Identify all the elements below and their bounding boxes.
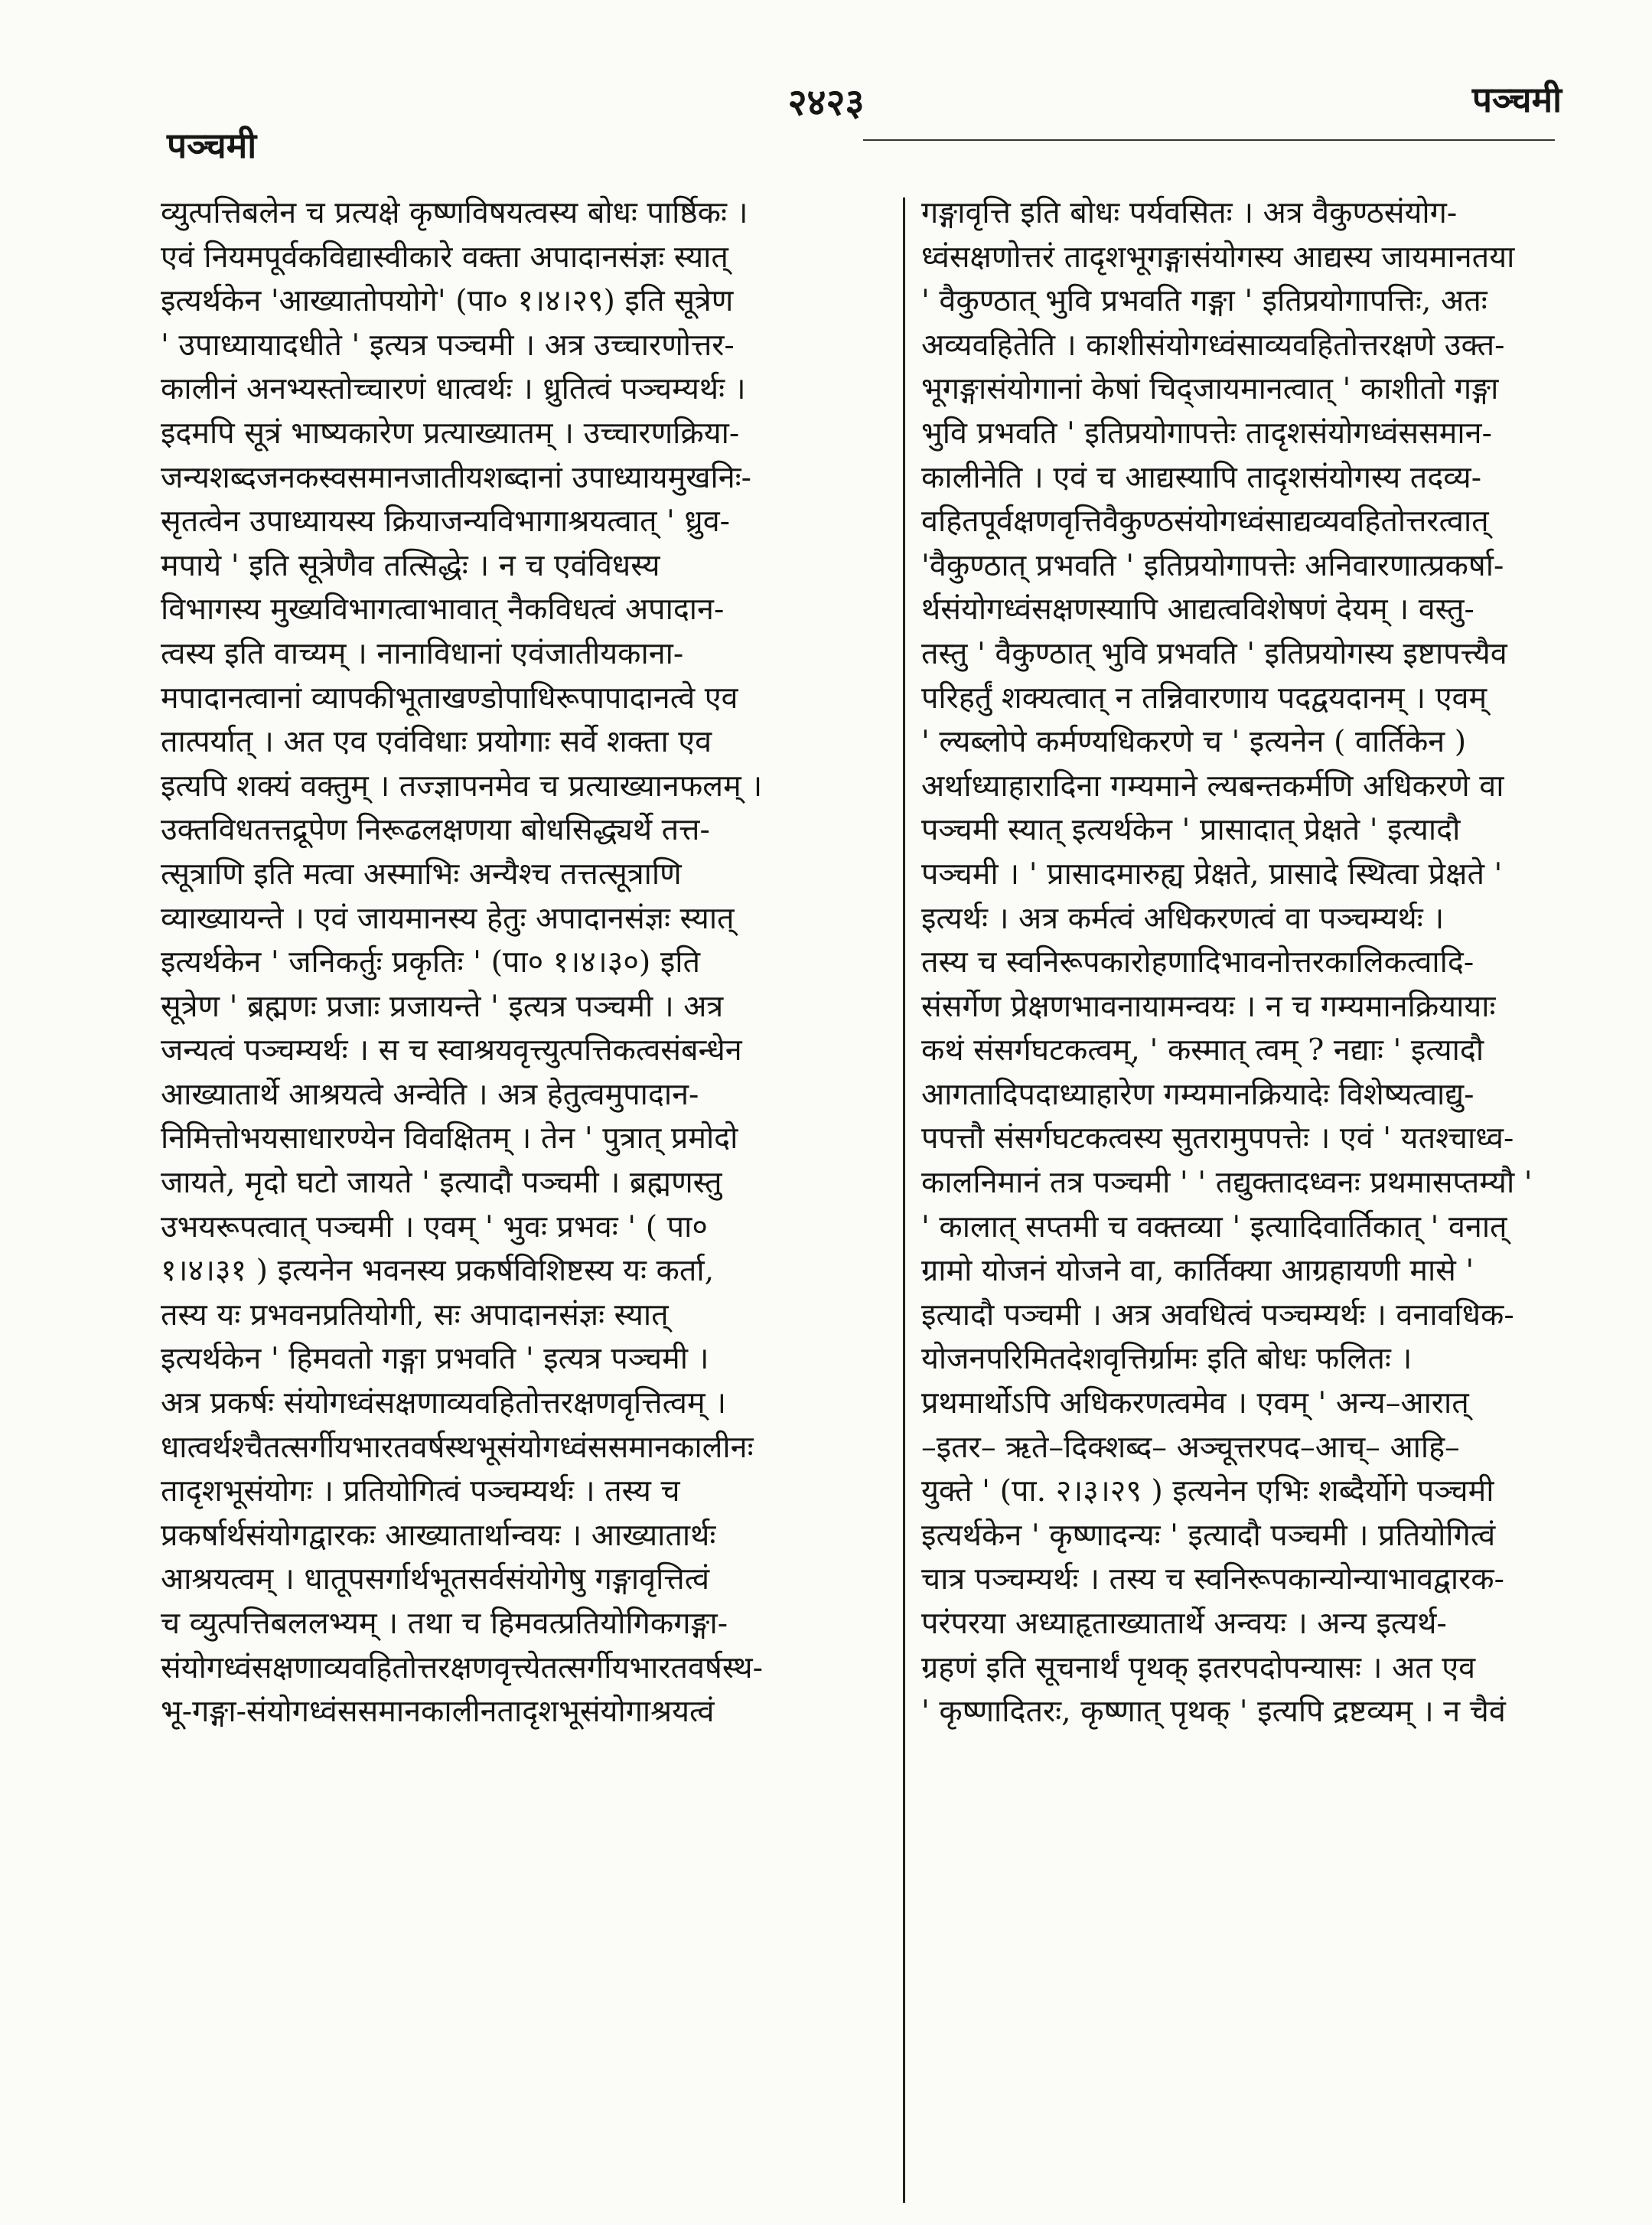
text-line: व्युत्पत्तिबलेन च प्रत्यक्षे कृष्णविषयत्वस्य बोधः पार्ष्ठिकः । (161, 195, 748, 230)
page-number: २४२३ (787, 81, 865, 124)
text-line: परंपरया अध्याहृताख्यातार्थे अन्वयः । अन्य इत्यर्थ- (921, 1606, 1447, 1641)
text-line: तस्य च स्वनिरूपकारोहणादिभावनोत्तरकालिकत्वादि- (921, 944, 1474, 980)
text-line: परिहर्तुं शक्यत्वात् न तन्निवारणाय पदद्वयदानम् । एवम् (921, 680, 1487, 716)
text-line: प्रथमार्थोऽपि अधिकरणत्वमेव । एवम् ' अन्य–आरात् (921, 1385, 1469, 1421)
text-line: त्सूत्राणि इति मत्वा अस्माभिः अन्यैश्च तत्तत्सूत्राणि (161, 856, 682, 892)
text-line: कालीनं अनभ्यस्तोच्चारणं धात्वर्थः । ध्रुतित्वं पञ्चम्यर्थः । (161, 371, 746, 407)
text-line: योजनपरिमितदेशवृत्तिर्ग्रामः इति बोधः फलितः । (921, 1341, 1413, 1377)
text-line: धात्वर्थश्चैतत्सर्गीयभारतवर्षस्थभूसंयोगध्वंससमानकालीनः (161, 1429, 754, 1465)
text-line: ' ल्यब्लोपे कर्मण्यधिकरणे च ' इत्यनेन ( वार्तिकेन ) (921, 724, 1467, 760)
text-line: एवं नियमपूर्वकविद्यास्वीकारे वक्ता अपादानसंज्ञः स्यात् (161, 239, 728, 275)
text-line: इत्यर्थकेन ' कृष्णादन्यः ' इत्यादौ पञ्चमी । प्रतियोगित्वं (921, 1517, 1496, 1553)
text-line: संसर्गेण प्रेक्षणभावनायामन्वयः । न च गम्यमानक्रियायाः (921, 988, 1496, 1024)
text-line: ' वैकुण्ठात् भुवि प्रभवति गङ्गा ' इतिप्रयोगापत्तिः, अतः (921, 283, 1487, 319)
text-line: कालीनेति । एवं च आद्यस्यापि तादृशसंयोगस्य तदव्य- (921, 459, 1482, 495)
text-line: संयोगध्वंसक्षणाव्यवहितोत्तरक्षणवृत्त्येतत्सर्गीयभारतवर्षस्थ- (161, 1649, 763, 1685)
text-line: व्याख्यायन्ते । एवं जायमानस्य हेतुः अपादानसंज्ञः स्यात् (161, 900, 735, 936)
text-line: तात्पर्यात् । अत एव एवंविधाः प्रयोगाः सर्वे शक्ता एव (161, 724, 712, 760)
text-line: ध्वंसक्षणोत्तरं तादृशभूगङ्गासंयोगस्य आद्यस्य जायमानतया (921, 239, 1515, 275)
text-line: र्थसंयोगध्वंसक्षणस्यापि आद्यत्वविशेषणं देयम् । वस्तु- (921, 592, 1474, 628)
text-line: ग्रहणं इति सूचनार्थं पृथक् इतरपदोपन्यासः । अत एव (921, 1649, 1476, 1685)
text-line: पञ्चमी स्यात् इत्यर्थकेन ' प्रासादात् प्रेक्षते ' इत्यादौ (921, 812, 1461, 848)
text-line: ' कालात् सप्तमी च वक्तव्या ' इत्यादिवार्तिकात् ' वनात् (921, 1209, 1507, 1245)
column-divider (903, 197, 905, 2203)
text-line: आख्यातार्थे आश्रयत्वे अन्वेति । अत्र हेतुत्वमुपादान- (161, 1076, 699, 1112)
text-line: ' कृष्णादितरः, कृष्णात् पृथक् ' इत्यपि द्रष्टव्यम् । न चैवं (921, 1694, 1506, 1730)
text-line: भुवि प्रभवति ' इतिप्रयोगापत्तेः तादृशसंयोगध्वंससमान- (921, 415, 1492, 451)
text-line: तस्तु ' वैकुण्ठात् भुवि प्रभवति ' इतिप्रयोगस्य इष्टापत्त्यैव (921, 635, 1507, 671)
right-column (921, 191, 1618, 2212)
text-line: भूगङ्गासंयोगानां केषां चिद्जायमानत्वात् ' काशीतो गङ्गा (921, 371, 1499, 407)
text-line: सूत्रेण ' ब्रह्मणः प्रजाः प्रजायन्ते ' इत्यत्र पञ्चमी । अत्र (161, 988, 724, 1024)
text-line: इत्यर्थः । अत्र कर्मत्वं अधिकरणत्वं वा पञ्चम्यर्थः । (921, 900, 1445, 936)
text-line: उक्तविधतत्तद्रूपेण निरूढलक्षणया बोधसिद्ध्यर्थे तत्त- (161, 812, 710, 848)
text-line: युक्ते ' (पा. २।३।२९ ) इत्यनेन एभिः शब्दैर्योगे पञ्चमी (921, 1473, 1494, 1509)
text-line: अव्यवहितेति । काशीसंयोगध्वंसाव्यवहितोत्तरक्षणे उक्त- (921, 327, 1505, 363)
text-line: तादृशभूसंयोगः । प्रतियोगित्वं पञ्चम्यर्थः । तस्य च (161, 1473, 680, 1509)
running-header-right: पञ्चमी (1471, 79, 1562, 120)
text-line: आश्रयत्वम् । धातूपसर्गार्थभूतसर्वसंयोगेषु गङ्गावृत्तित्वं (161, 1561, 710, 1597)
running-header-left: पञ्चमी (167, 125, 257, 166)
text-line: भू-गङ्गा-संयोगध्वंससमानकालीनतादृशभूसंयोगाश्रयत्वं (161, 1694, 715, 1730)
text-line: निमित्तोभयसाधारण्येन विवक्षितम् । तेन ' पुत्रात् प्रमोदो (161, 1121, 738, 1157)
text-line: अत्र प्रकर्षः संयोगध्वंसक्षणाव्यवहितोत्तरक्षणवृत्तित्वम् । (161, 1385, 727, 1421)
text-line: इत्यर्थकेन 'आख्यातोपयोगे' (पा० १।४।२९) इति सूत्रेण (161, 283, 734, 319)
text-line: च व्युत्पत्तिबललभ्यम् । तथा च हिमवत्प्रतियोगिकगङ्गा- (161, 1606, 728, 1641)
text-line: १।४।३१ ) इत्यनेन भवनस्य प्रकर्षविशिष्टस्य यः कर्ता, (161, 1253, 715, 1289)
text-line: –इतर– ऋते–दिक्शब्द– अञ्चूत्तरपद–आच्– आहि– (921, 1429, 1460, 1465)
header-rule (863, 139, 1555, 141)
text-line: उभयरूपत्वात् पञ्चमी । एवम् ' भुवः प्रभवः ' ( पा० (161, 1209, 708, 1245)
text-line: कथं संसर्गघटकत्वम्, ' कस्मात् त्वम् ? नद्याः ' इत्यादौ (921, 1033, 1484, 1068)
text-line: ' उपाध्यायादधीते ' इत्यत्र पञ्चमी । अत्र उच्चारणोत्तर- (161, 327, 735, 363)
text-line: इत्यर्थकेन ' हिमवतो गङ्गा प्रभवति ' इत्यत्र पञ्चमी । (161, 1341, 709, 1377)
text-line: त्वस्य इति वाच्यम् । नानाविधानां एवंजातीयकाना- (161, 635, 684, 671)
text-line: तस्य यः प्रभवनप्रतियोगी, सः अपादानसंज्ञः स्यात् (161, 1297, 669, 1333)
text-line: अर्थाध्याहारादिना गम्यमाने ल्यबन्तकर्मणि अधिकरणे वा (921, 768, 1504, 804)
text-line: मपादानत्वानां व्यापकीभूताखण्डोपाधिरूपापादानत्वे एव (161, 680, 738, 716)
text-line: आगतादिपदाध्याहारेण गम्यमानक्रियादेः विशेष्यत्वाद्यु- (921, 1076, 1474, 1112)
text-line: पपत्तौ संसर्गघटकत्वस्य सुतरामुपपत्तेः । एवं ' यतश्चाध्व- (921, 1121, 1514, 1157)
text-line: मपाये ' इति सूत्रेणैव तत्सिद्धेः । न च एवंविधस्य (161, 547, 660, 583)
text-line: कालनिमानं तत्र पञ्चमी ' ' तद्युक्तादध्वनः प्रथमासप्तम्यौ ' (921, 1165, 1533, 1201)
text-line: 'वैकुण्ठात् प्रभवति ' इतिप्रयोगापत्तेः अनिवारणात्प्रकर्षा- (921, 547, 1504, 583)
text-line: इदमपि सूत्रं भाष्यकारेण प्रत्याख्यातम् । उच्चारणक्रिया- (161, 415, 740, 451)
text-line: चात्र पञ्चम्यर्थः । तस्य च स्वनिरूपकान्योन्याभावद्वारक- (921, 1561, 1504, 1597)
text-line: इत्यर्थकेन ' जनिकर्तुः प्रकृतिः ' (पा० १।४।३०) इति (161, 944, 700, 980)
text-line: ग्रामो योजनं योजने वा, कार्तिक्या आग्रहायणी मासे ' (921, 1253, 1474, 1289)
text-line: जन्यशब्दजनकस्वसमानजातीयशब्दानां उपाध्यायमुखनिः- (161, 459, 751, 495)
text-line: इत्यपि शक्यं वक्तुम् । तज्ज्ञापनमेव च प्रत्याख्यानफलम् । (161, 768, 763, 804)
text-line: वहितपूर्वक्षणवृत्तिवैकुण्ठसंयोगध्वंसाद्यव्यवहितोत्तरत्वात् (921, 504, 1489, 540)
text-line: सृतत्वेन उपाध्यायस्य क्रियाजन्यविभागाश्रयत्वात् ' ध्रुव- (161, 504, 731, 540)
text-line: इत्यादौ पञ्चमी । अत्र अवधित्वं पञ्चम्यर्थः । वनावधिक- (921, 1297, 1514, 1333)
text-line: गङ्गावृत्ति इति बोधः पर्यवसितः । अत्र वैकुण्ठसंयोग- (921, 195, 1458, 230)
text-line: पञ्चमी । ' प्रासादमारुह्य प्रेक्षते, प्रासादे स्थित्वा प्रेक्षते ' (921, 856, 1503, 892)
text-line: विभागस्य मुख्यविभागत्वाभावात् नैकविधत्वं अपादान- (161, 592, 725, 628)
text-line: जन्यत्वं पञ्चम्यर्थः । स च स्वाश्रयवृत्त्युत्पत्तिकत्वसंबन्धेन (161, 1033, 742, 1068)
text-line: जायते, मृदो घटो जायते ' इत्यादौ पञ्चमी । ब्रह्मणस्तु (161, 1165, 722, 1201)
left-column (161, 191, 889, 2212)
text-line: प्रकर्षार्थसंयोगद्वारकः आख्यातार्थान्वयः । आख्यातार्थः (161, 1517, 716, 1553)
